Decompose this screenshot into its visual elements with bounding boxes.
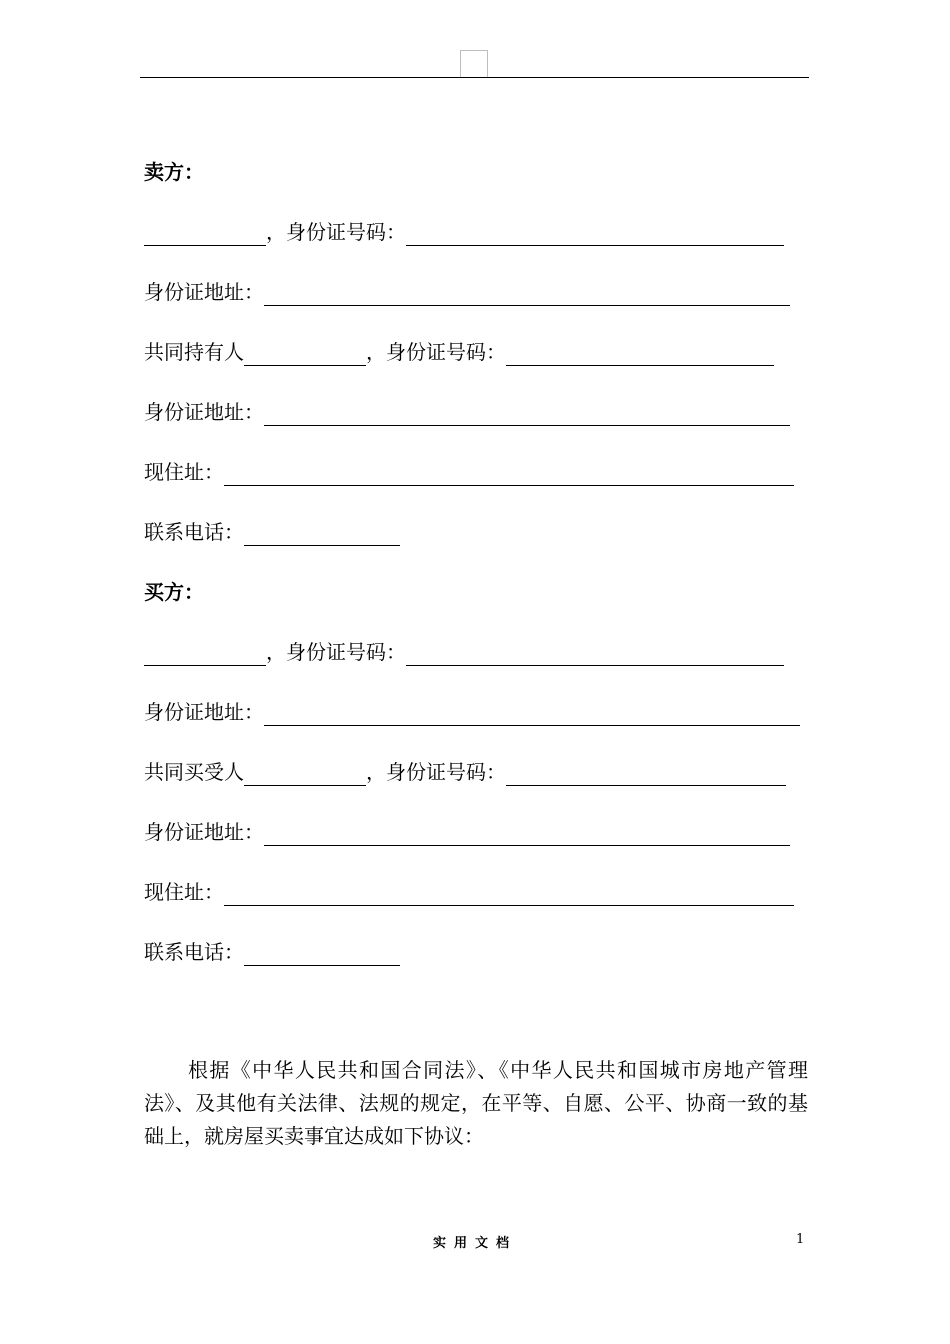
buyer-co-id-address-row [144, 815, 790, 843]
page-number: 1 [796, 1232, 805, 1247]
buyer-co-id-address-label: 身份证地址： [144, 820, 264, 844]
seller-name-row [144, 215, 784, 243]
seller-phone-blank[interactable] [244, 525, 400, 546]
buyer-co-buyer-row [144, 755, 786, 783]
seller-residence-blank[interactable] [224, 465, 794, 486]
buyer-phone-label: 联系电话： [144, 940, 244, 964]
buyer-id-address-label: 身份证地址： [144, 700, 264, 724]
seller-phone-label: 联系电话： [144, 520, 244, 544]
seller-phone-row [144, 515, 400, 543]
seller-co-owner-blank[interactable] [244, 345, 366, 366]
seller-name-blank[interactable] [144, 225, 266, 246]
seller-residence-row [144, 455, 794, 483]
buyer-id-address-row [144, 695, 800, 723]
seller-residence-label: 现住址： [144, 460, 224, 484]
seller-co-owner-row [144, 335, 774, 363]
preamble-paragraph: 根据《中华人民共和国合同法》、《中华人民共和国城市房地产管理法》、及其他有关法律、法规的规定，在平等、自愿、公平、协商一致的基础上，就房屋买卖事宜达成如下协议： [144, 1058, 808, 1148]
buyer-id-address-blank[interactable] [264, 705, 800, 726]
footer-label: 实用文档 [432, 1236, 517, 1251]
buyer-name-row [144, 635, 784, 663]
seller-id-address-blank[interactable] [264, 285, 790, 306]
seller-id-number-blank[interactable] [406, 225, 784, 246]
seller-heading [144, 155, 204, 183]
seller-co-id-address-blank[interactable] [264, 405, 790, 426]
seller-heading-text: 卖方： [144, 160, 204, 184]
buyer-id-number-label: ，身份证号码： [266, 640, 406, 664]
buyer-heading [144, 575, 204, 603]
buyer-co-id-address-blank[interactable] [264, 825, 790, 846]
buyer-heading-text: 买方： [144, 580, 204, 604]
seller-id-number-label: ，身份证号码： [266, 220, 406, 244]
buyer-phone-row [144, 935, 400, 963]
header-rule [140, 77, 809, 78]
header-marker [460, 50, 488, 77]
buyer-co-id-number-blank[interactable] [506, 765, 786, 786]
buyer-phone-blank[interactable] [244, 945, 400, 966]
buyer-co-buyer-blank[interactable] [244, 765, 366, 786]
buyer-co-buyer-label: 共同买受人 [144, 760, 244, 784]
seller-id-address-label: 身份证地址： [144, 280, 264, 304]
buyer-residence-row [144, 875, 794, 903]
seller-id-address-row [144, 275, 790, 303]
seller-co-owner-label: 共同持有人 [144, 340, 244, 364]
seller-co-id-number-label: ，身份证号码： [366, 340, 506, 364]
buyer-name-blank[interactable] [144, 645, 266, 666]
buyer-co-id-number-label: ，身份证号码： [366, 760, 506, 784]
buyer-residence-label: 现住址： [144, 880, 224, 904]
seller-co-id-number-blank[interactable] [506, 345, 774, 366]
seller-co-id-address-row [144, 395, 790, 423]
buyer-id-number-blank[interactable] [406, 645, 784, 666]
seller-co-id-address-label: 身份证地址： [144, 400, 264, 424]
buyer-residence-blank[interactable] [224, 885, 794, 906]
